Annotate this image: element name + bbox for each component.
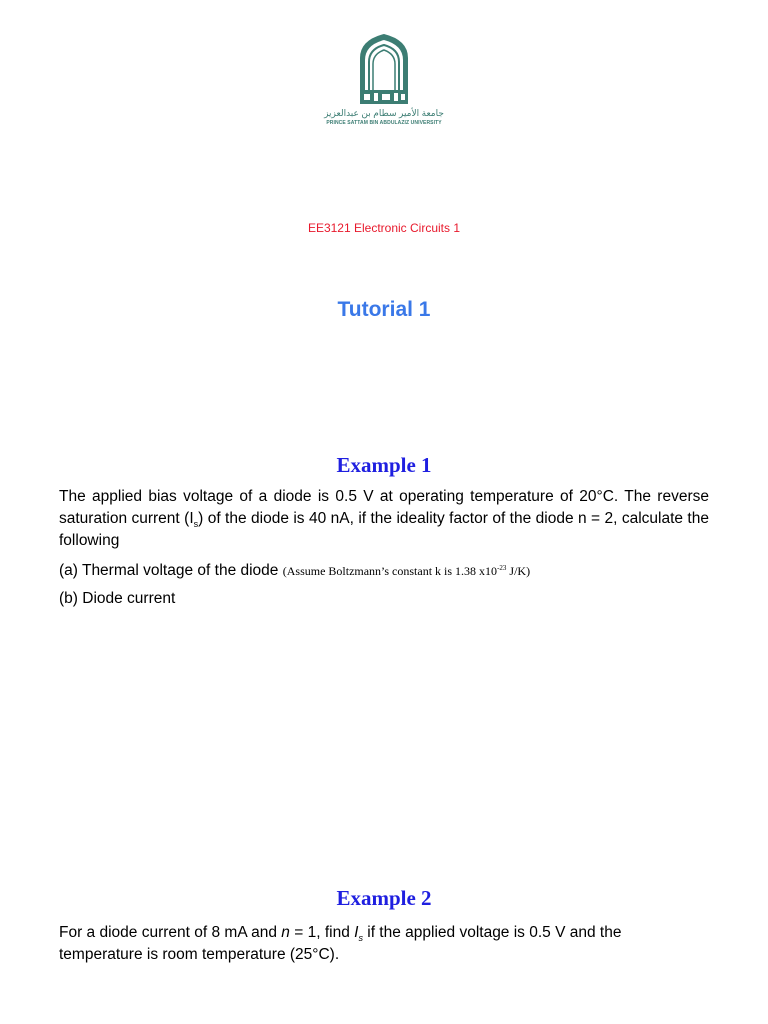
arch-emblem-icon (322, 34, 446, 106)
example-1-title: Example 1 (336, 453, 432, 477)
tutorial-title: Tutorial 1 (337, 298, 431, 321)
example-1-item-a: (a) Thermal voltage of the diode (Assume Boltzmann’s constant k is 1.38 $x10^{-23}$ J/K) (59, 562, 531, 579)
logo-arabic-text: جامعة الأمير سطام بن عبدالعزيز (324, 108, 444, 118)
boltzmann-note: (Assume Boltzmann’s constant k is 1.38 $x10^{-23}$ J/K) (282, 564, 531, 578)
course-title: EE3121 Electronic Circuits 1 (307, 221, 461, 235)
example-2-text: For a diode current of 8 mA and n = 1, find $I_s$ if the applied voltage is 0.5 V and the temperature is room temperature (25°C). (59, 924, 622, 963)
example-1-item-b: (b) Diode current (59, 590, 176, 607)
university-logo (322, 34, 446, 130)
example-1-text: The applied bias voltage of a diode is 0.5 V at operating temperature of 20°C. The reverse saturation current $(I_s)$ of the diode is 40 nA, if the ideality factor of the diode n = 2, calculate the following (59, 488, 709, 549)
logo-english-text: PRINCE SATTAM BIN ABDULAZIZ UNIVERSITY (326, 120, 442, 126)
example-2-title: Example 2 (336, 886, 432, 910)
